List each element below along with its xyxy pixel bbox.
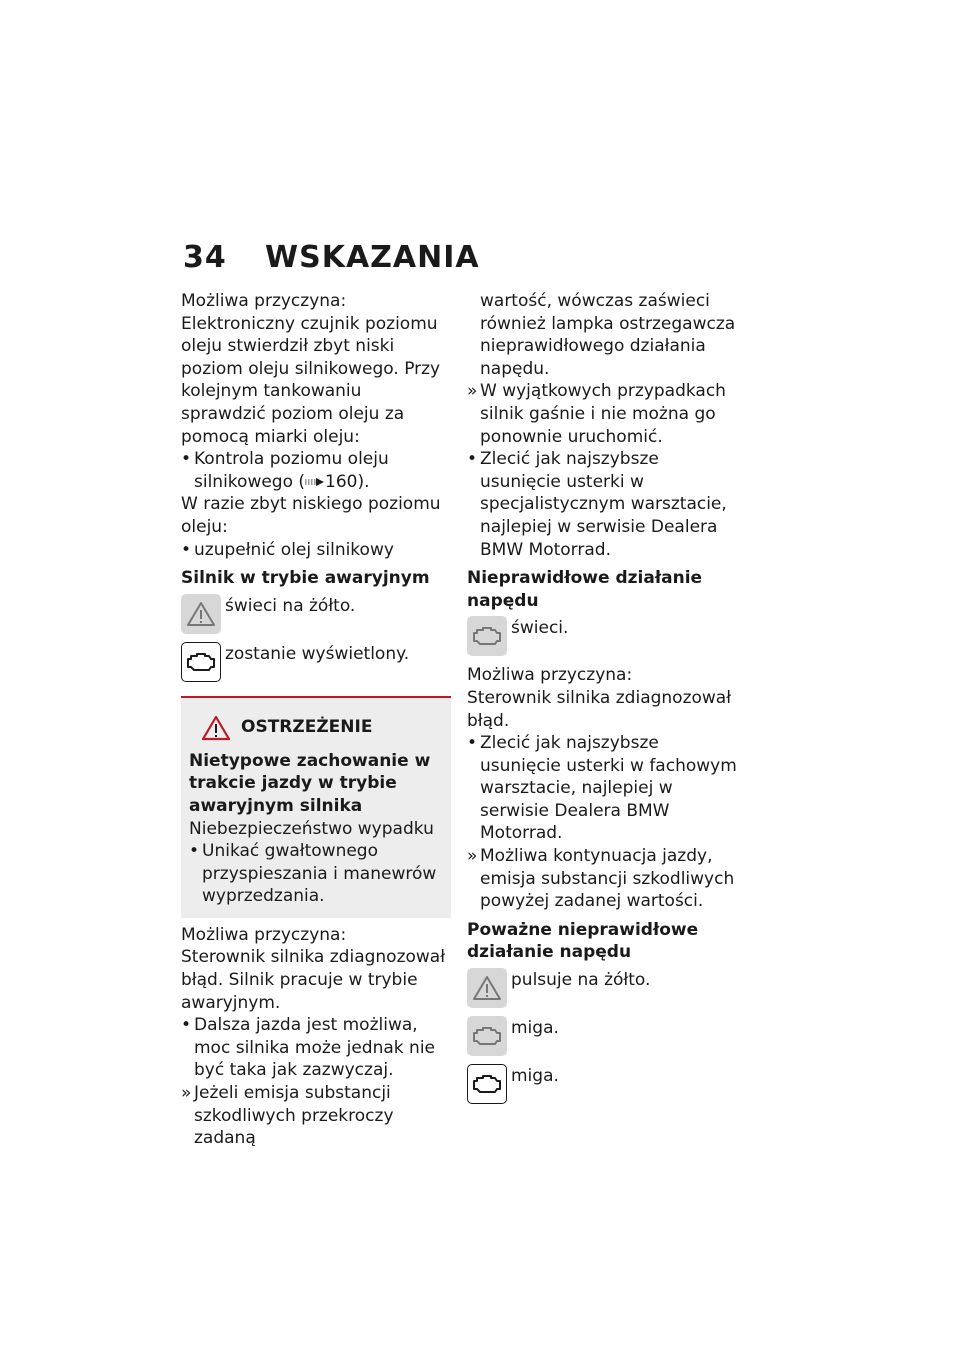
result-item: » Jeżeli emisja substancji szkodliwych przekroczy zadaną — [181, 1083, 394, 1149]
section-heading-serious-malfunction: Poważne nieprawidłowe działanie napędu — [467, 919, 699, 963]
engine-control-text: Sterownik silnika zdiagnozował błąd. Silnik pracuje w trybie awaryjnym. — [181, 947, 446, 1013]
possible-cause-label: Możliwa przyczyna: — [181, 291, 347, 311]
warning-triangle-icon — [467, 968, 507, 1008]
section-heading-drive-malfunction: Nieprawidłowe działanie napędu — [467, 568, 703, 611]
warning-box — [181, 696, 451, 918]
page-title: WSKAZANIA — [265, 240, 480, 275]
indicator-row: pulsuje na żółto. — [467, 968, 737, 1012]
page-reference[interactable]: 160 — [325, 471, 358, 492]
engine-control-text: Sterownik silnika zdiagnozował błąd. — [467, 687, 732, 731]
list-item: • uzupełnić olej silnikowy — [181, 539, 394, 560]
engine-icon — [467, 1016, 507, 1056]
warning-title: OSTRZEŻENIE — [241, 717, 373, 738]
result-item: » W wyjątkowych przypadkach silnik gaśnie i nie można go ponownie uruchomić. — [467, 381, 726, 447]
possible-cause-label: Możliwa przyczyna: — [467, 665, 633, 686]
indicator-row: świeci na żółto. — [181, 594, 451, 638]
engine-icon — [181, 642, 221, 682]
list-item: • Unikać gwałtownego przyspieszania i manewrów wyprzedzania. — [189, 841, 437, 907]
indicator-row: miga. — [467, 1016, 737, 1060]
engine-icon — [467, 1064, 507, 1104]
oil-sensor-text: Elektroniczny czujnik poziomu oleju stwierdził zbyt niski poziom oleju silnikowego. Przy kolejnym tankowaniu sprawdzić poziom oleju za pomocą miarki oleju: — [181, 313, 441, 447]
list-item: • Zlecić jak najszybsze usunięcie usterki w specjalistycznym warsztacie, najlepiej w serwisie Dealera BMW Motorrad. — [467, 449, 727, 560]
indicator-row: miga. — [467, 1064, 737, 1108]
warning-subtitle: Nietypowe zachowanie w trakcie jazdy w trybie awaryjnym silnika — [189, 750, 431, 816]
list-item: • Dalsza jazda jest możliwa, moc silnika może jednak nie być taka jak zazwyczaj. — [181, 1015, 435, 1081]
low-oil-text: W razie zbyt niskiego poziomu oleju: — [181, 494, 441, 537]
indicator-row: zostanie wyświetlony. — [181, 642, 451, 686]
warning-triangle-red-icon — [201, 714, 231, 742]
page-header — [183, 240, 480, 275]
engine-icon — [467, 616, 507, 656]
list-item: • Kontrola poziomu oleju silnikowego ( 160). — [181, 449, 389, 492]
warning-header — [201, 714, 443, 742]
indicator-row: świeci. — [467, 616, 737, 660]
page-number: 34 — [183, 240, 227, 275]
warning-triangle-icon — [181, 594, 221, 634]
warning-text: Niebezpieczeństwo wypadku — [189, 818, 434, 839]
list-item: • Zlecić jak najszybsze usunięcie usterki w fachowym warsztacie, najlepiej w serwisie Dealera BMW Motorrad. — [467, 733, 737, 844]
left-column — [181, 290, 451, 1150]
right-column — [467, 290, 737, 1108]
result-item: » Możliwa kontynuacja jazdy, emisja substancji szkodliwych powyżej zadanej wartości. — [467, 846, 735, 912]
possible-cause-label: Możliwa przyczyna: — [181, 924, 347, 945]
page-reference-arrow-icon — [305, 476, 325, 488]
result-item-continued: wartość, wówczas zaświeci również lampka ostrzegawcza nieprawidłowego działania napędu. — [480, 291, 736, 379]
section-heading-emergency-mode: Silnik w trybie awaryjnym — [181, 568, 430, 589]
